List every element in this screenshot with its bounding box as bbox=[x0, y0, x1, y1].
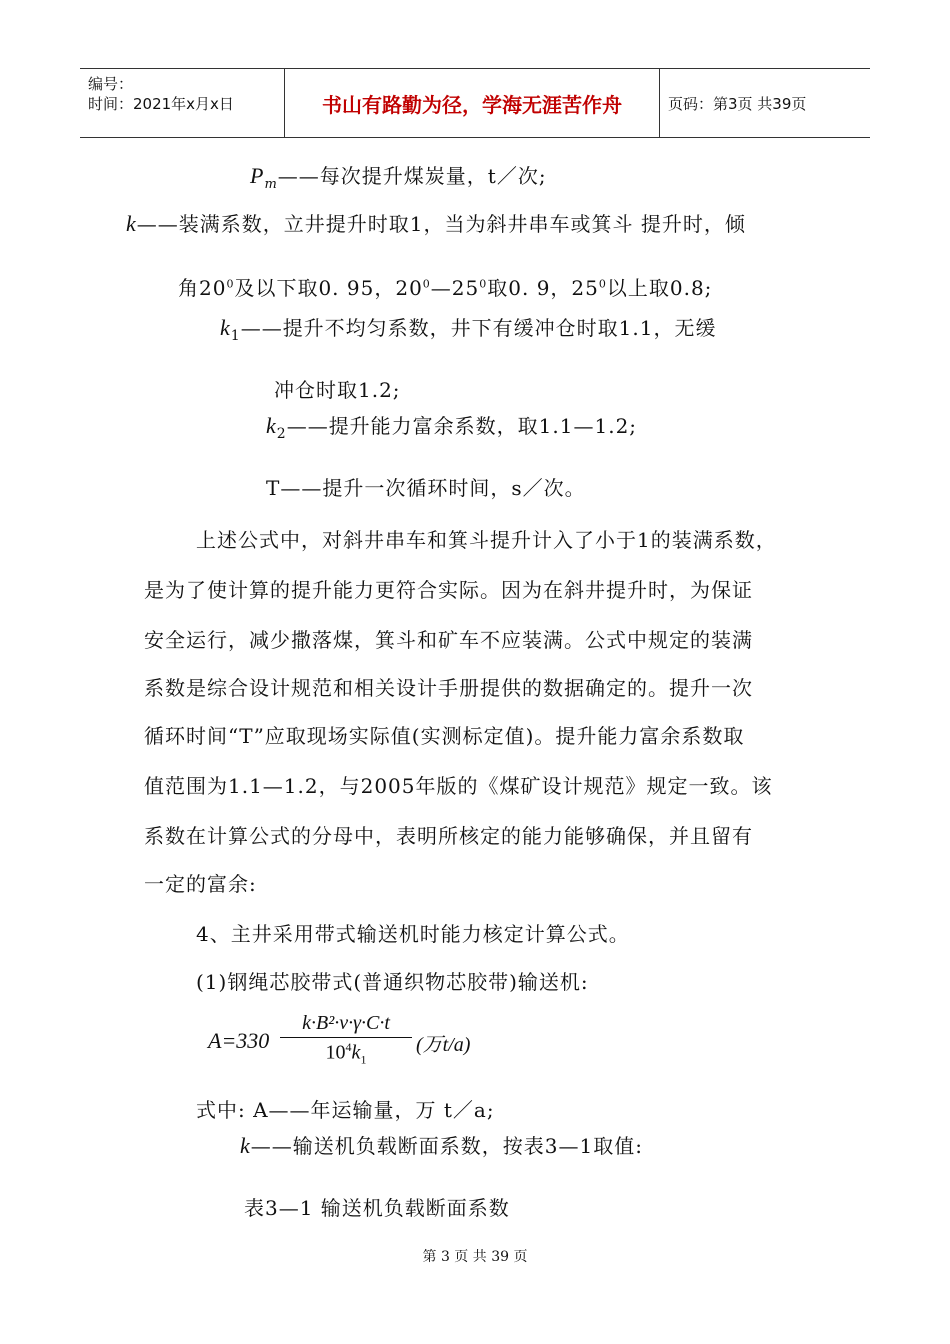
paragraph-line: 上述公式中，对斜井串车和箕斗提升计入了小于1的装满系数， bbox=[196, 528, 777, 552]
k2-subscript: 2 bbox=[276, 426, 287, 442]
k-variable: k bbox=[240, 1133, 251, 1158]
formula-lhs: A=330 bbox=[208, 1028, 270, 1053]
formula-unit: (万t/a) bbox=[416, 1034, 471, 1056]
pm-variable: P bbox=[250, 163, 265, 188]
formula-numerator: k·B²·v·γ·C·t bbox=[280, 1012, 412, 1038]
paragraph-line: 系数是综合设计规范和相关设计手册提供的数据确定的。提升一次 bbox=[144, 676, 753, 700]
page-header bbox=[80, 68, 870, 138]
after-line-2 bbox=[240, 1130, 643, 1159]
degree-sup: 0 bbox=[226, 277, 235, 291]
paragraph-line: 系数在计算公式的分母中，表明所核定的能力能够确保，并且留有 bbox=[144, 824, 753, 848]
header-page-info: 页码：第3页 共39页 bbox=[668, 94, 807, 113]
degree-sup: 0 bbox=[479, 277, 488, 291]
def-k1 bbox=[220, 312, 717, 344]
code-label: 编号： bbox=[88, 75, 134, 93]
paragraph-line: 值范围为1.1—1.2，与2005年版的《煤矿设计规范》规定一致。该 bbox=[144, 774, 773, 798]
formula-denominator bbox=[280, 1038, 412, 1068]
k-cont-b: 及以下取0. 95，20 bbox=[234, 276, 423, 300]
k-text: ——装满系数，立井提升时取1，当为斜井串车或箕斗 提升时，倾 bbox=[136, 212, 746, 236]
pm-text: ——每次提升煤炭量，t／次; bbox=[277, 164, 547, 188]
def-k-continued bbox=[178, 272, 712, 301]
formula-fraction bbox=[280, 1012, 412, 1068]
k-cont-c: —25 bbox=[430, 276, 480, 300]
paragraph-line: 是为了使计算的提升能力更符合实际。因为在斜井提升时，为保证 bbox=[144, 578, 753, 602]
k2-text: ——提升能力富余系数，取1.1—1.2; bbox=[286, 414, 638, 438]
degree-sup: 0 bbox=[422, 277, 431, 291]
k2-variable: k bbox=[266, 413, 277, 438]
den-base: 10 bbox=[325, 1041, 346, 1064]
k1-variable: k bbox=[220, 315, 231, 340]
k1-subscript: 1 bbox=[230, 328, 241, 344]
header-meta bbox=[80, 69, 285, 137]
section-heading: 4、主井采用带式输送机时能力核定计算公式。 bbox=[196, 922, 630, 946]
k1-text: ——提升不均匀系数，井下有缓冲仓时取1.1，无缓 bbox=[240, 316, 717, 340]
k-variable: k bbox=[126, 211, 137, 236]
header-motto: 书山有路勤为径，学海无涯苦作舟 bbox=[285, 69, 660, 137]
def-k1-continued: 冲仓时取1.2; bbox=[274, 378, 401, 402]
den-sub: 1 bbox=[360, 1052, 367, 1067]
pm-subscript: m bbox=[264, 177, 278, 192]
k-cont-d: 取0. 9，25 bbox=[487, 276, 599, 300]
after-line-1: 式中: A——年运输量，万 t／a; bbox=[196, 1098, 495, 1122]
table-caption: 表3—1 输送机负载断面系数 bbox=[244, 1196, 510, 1220]
page-footer: 第 3 页 共 39 页 bbox=[422, 1249, 528, 1265]
after-line-2-text: ——输送机负载断面系数，按表3—1取值: bbox=[250, 1134, 643, 1158]
def-pm bbox=[250, 160, 547, 192]
den-var: k bbox=[351, 1041, 361, 1064]
time-label: 时间：2021年x月x日 bbox=[88, 95, 234, 113]
degree-sup: 0 bbox=[598, 277, 607, 291]
def-k bbox=[126, 208, 746, 237]
paragraph-line: 循环时间“T”应取现场实际值(实测标定值)。提升能力富余系数取 bbox=[144, 724, 745, 748]
paragraph-line: 一定的富余: bbox=[144, 872, 257, 896]
def-t: T——提升一次循环时间，s／次。 bbox=[266, 476, 586, 500]
section-subheading: (1)钢绳芯胶带式(普通织物芯胶带)输送机: bbox=[196, 970, 589, 994]
k-cont-e: 以上取0.8; bbox=[606, 276, 713, 300]
def-k2 bbox=[266, 410, 637, 442]
paragraph-line: 安全运行，减少撒落煤，箕斗和矿车不应装满。公式中规定的装满 bbox=[144, 628, 753, 652]
k-cont-a: 角20 bbox=[178, 276, 227, 300]
den-exp: 4 bbox=[345, 1040, 352, 1054]
